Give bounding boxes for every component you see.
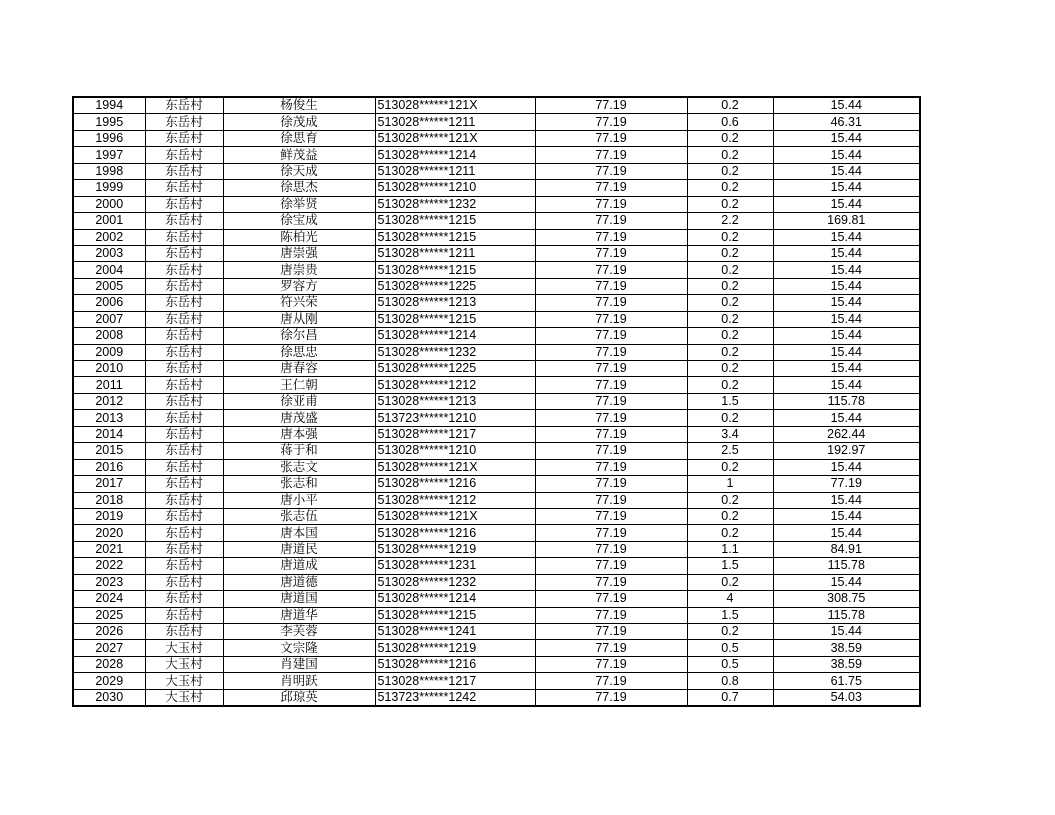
village-cell: 东岳村 xyxy=(145,180,223,196)
village-cell: 东岳村 xyxy=(145,328,223,344)
id-number-cell: 513028******1212 xyxy=(375,492,535,508)
rate-cell: 77.19 xyxy=(535,541,687,557)
amount-cell: 15.44 xyxy=(773,245,920,261)
name-cell: 徐思忠 xyxy=(223,344,375,360)
amount-cell: 77.19 xyxy=(773,476,920,492)
rate-cell: 77.19 xyxy=(535,492,687,508)
village-cell: 东岳村 xyxy=(145,525,223,541)
id-number-cell: 513028******1219 xyxy=(375,640,535,656)
village-cell: 东岳村 xyxy=(145,130,223,146)
row-number-cell: 2009 xyxy=(73,344,145,360)
village-cell: 东岳村 xyxy=(145,624,223,640)
name-cell: 徐天成 xyxy=(223,163,375,179)
amount-cell: 15.44 xyxy=(773,278,920,294)
amount-cell: 15.44 xyxy=(773,262,920,278)
table-row xyxy=(73,426,920,442)
row-number-cell: 2026 xyxy=(73,624,145,640)
name-cell: 唐本国 xyxy=(223,525,375,541)
row-number-cell: 1998 xyxy=(73,163,145,179)
id-number-cell: 513028******1215 xyxy=(375,213,535,229)
id-number-cell: 513028******1211 xyxy=(375,114,535,130)
row-number-cell: 2025 xyxy=(73,607,145,623)
id-number-cell: 513028******1231 xyxy=(375,558,535,574)
id-number-cell: 513028******1215 xyxy=(375,262,535,278)
area-cell: 0.2 xyxy=(687,262,773,278)
rate-cell: 77.19 xyxy=(535,262,687,278)
area-cell: 0.2 xyxy=(687,196,773,212)
table-row xyxy=(73,361,920,377)
amount-cell: 115.78 xyxy=(773,558,920,574)
table-row xyxy=(73,147,920,163)
rate-cell: 77.19 xyxy=(535,245,687,261)
amount-cell: 15.44 xyxy=(773,130,920,146)
table-row xyxy=(73,114,920,130)
village-cell: 东岳村 xyxy=(145,607,223,623)
area-cell: 0.2 xyxy=(687,278,773,294)
amount-cell: 15.44 xyxy=(773,147,920,163)
amount-cell: 15.44 xyxy=(773,492,920,508)
village-cell: 东岳村 xyxy=(145,311,223,327)
id-number-cell: 513028******1215 xyxy=(375,229,535,245)
name-cell: 唐春容 xyxy=(223,361,375,377)
table-row xyxy=(73,689,920,706)
rate-cell: 77.19 xyxy=(535,311,687,327)
village-cell: 东岳村 xyxy=(145,508,223,524)
rate-cell: 77.19 xyxy=(535,673,687,689)
row-number-cell: 1996 xyxy=(73,130,145,146)
area-cell: 0.2 xyxy=(687,459,773,475)
name-cell: 唐茂盛 xyxy=(223,410,375,426)
name-cell: 徐茂成 xyxy=(223,114,375,130)
id-number-cell: 513028******1219 xyxy=(375,541,535,557)
village-cell: 东岳村 xyxy=(145,114,223,130)
name-cell: 张志文 xyxy=(223,459,375,475)
name-cell: 唐道民 xyxy=(223,541,375,557)
name-cell: 肖明跃 xyxy=(223,673,375,689)
id-number-cell: 513028******121X xyxy=(375,459,535,475)
amount-cell: 15.44 xyxy=(773,229,920,245)
id-number-cell: 513723******1210 xyxy=(375,410,535,426)
id-number-cell: 513028******121X xyxy=(375,97,535,114)
village-cell: 东岳村 xyxy=(145,361,223,377)
rate-cell: 77.19 xyxy=(535,508,687,524)
rate-cell: 77.19 xyxy=(535,278,687,294)
rate-cell: 77.19 xyxy=(535,147,687,163)
name-cell: 邱琼英 xyxy=(223,689,375,706)
rate-cell: 77.19 xyxy=(535,525,687,541)
amount-cell: 262.44 xyxy=(773,426,920,442)
rate-cell: 77.19 xyxy=(535,426,687,442)
table-row xyxy=(73,476,920,492)
row-number-cell: 2003 xyxy=(73,245,145,261)
amount-cell: 15.44 xyxy=(773,163,920,179)
name-cell: 唐崇贵 xyxy=(223,262,375,278)
village-cell: 东岳村 xyxy=(145,591,223,607)
village-cell: 东岳村 xyxy=(145,163,223,179)
rate-cell: 77.19 xyxy=(535,196,687,212)
table-row xyxy=(73,574,920,590)
area-cell: 0.2 xyxy=(687,130,773,146)
row-number-cell: 2004 xyxy=(73,262,145,278)
name-cell: 徐宝成 xyxy=(223,213,375,229)
amount-cell: 115.78 xyxy=(773,607,920,623)
name-cell: 徐亚甫 xyxy=(223,393,375,409)
village-cell: 大玉村 xyxy=(145,689,223,706)
table-row xyxy=(73,558,920,574)
id-number-cell: 513028******1232 xyxy=(375,344,535,360)
rate-cell: 77.19 xyxy=(535,689,687,706)
row-number-cell: 2027 xyxy=(73,640,145,656)
rate-cell: 77.19 xyxy=(535,229,687,245)
area-cell: 1.5 xyxy=(687,607,773,623)
row-number-cell: 2020 xyxy=(73,525,145,541)
row-number-cell: 2024 xyxy=(73,591,145,607)
area-cell: 0.2 xyxy=(687,229,773,245)
amount-cell: 38.59 xyxy=(773,640,920,656)
area-cell: 3.4 xyxy=(687,426,773,442)
table-row xyxy=(73,278,920,294)
area-cell: 0.2 xyxy=(687,311,773,327)
id-number-cell: 513028******1232 xyxy=(375,196,535,212)
table-row xyxy=(73,377,920,393)
table-row xyxy=(73,163,920,179)
table-row xyxy=(73,97,920,114)
rate-cell: 77.19 xyxy=(535,344,687,360)
table-row xyxy=(73,591,920,607)
row-number-cell: 2028 xyxy=(73,656,145,672)
area-cell: 0.2 xyxy=(687,344,773,360)
name-cell: 文宗隆 xyxy=(223,640,375,656)
row-number-cell: 2001 xyxy=(73,213,145,229)
rate-cell: 77.19 xyxy=(535,361,687,377)
table-row xyxy=(73,180,920,196)
village-cell: 东岳村 xyxy=(145,147,223,163)
id-number-cell: 513028******1211 xyxy=(375,163,535,179)
village-cell: 东岳村 xyxy=(145,443,223,459)
table-row xyxy=(73,673,920,689)
table-row xyxy=(73,443,920,459)
area-cell: 0.7 xyxy=(687,689,773,706)
row-number-cell: 2010 xyxy=(73,361,145,377)
row-number-cell: 2007 xyxy=(73,311,145,327)
name-cell: 唐小平 xyxy=(223,492,375,508)
table-row xyxy=(73,640,920,656)
amount-cell: 15.44 xyxy=(773,311,920,327)
village-cell: 东岳村 xyxy=(145,476,223,492)
amount-cell: 15.44 xyxy=(773,97,920,114)
area-cell: 0.2 xyxy=(687,525,773,541)
table-row xyxy=(73,130,920,146)
id-number-cell: 513028******1214 xyxy=(375,328,535,344)
table-row xyxy=(73,541,920,557)
amount-cell: 15.44 xyxy=(773,525,920,541)
name-cell: 符兴荣 xyxy=(223,295,375,311)
area-cell: 0.6 xyxy=(687,114,773,130)
rate-cell: 77.19 xyxy=(535,459,687,475)
village-cell: 东岳村 xyxy=(145,229,223,245)
area-cell: 0.5 xyxy=(687,640,773,656)
data-table xyxy=(72,96,921,707)
amount-cell: 192.97 xyxy=(773,443,920,459)
village-cell: 东岳村 xyxy=(145,196,223,212)
table-row xyxy=(73,393,920,409)
row-number-cell: 2012 xyxy=(73,393,145,409)
row-number-cell: 2029 xyxy=(73,673,145,689)
name-cell: 唐道国 xyxy=(223,591,375,607)
id-number-cell: 513028******1232 xyxy=(375,574,535,590)
rate-cell: 77.19 xyxy=(535,377,687,393)
name-cell: 徐举贤 xyxy=(223,196,375,212)
name-cell: 王仁朝 xyxy=(223,377,375,393)
village-cell: 东岳村 xyxy=(145,97,223,114)
table-row xyxy=(73,525,920,541)
name-cell: 陈柏光 xyxy=(223,229,375,245)
row-number-cell: 2006 xyxy=(73,295,145,311)
id-number-cell: 513028******1225 xyxy=(375,361,535,377)
id-number-cell: 513028******1215 xyxy=(375,607,535,623)
id-number-cell: 513028******1210 xyxy=(375,443,535,459)
row-number-cell: 2014 xyxy=(73,426,145,442)
village-cell: 东岳村 xyxy=(145,245,223,261)
amount-cell: 115.78 xyxy=(773,393,920,409)
row-number-cell: 2015 xyxy=(73,443,145,459)
amount-cell: 15.44 xyxy=(773,295,920,311)
table-row xyxy=(73,607,920,623)
table-row xyxy=(73,295,920,311)
table-row xyxy=(73,328,920,344)
id-number-cell: 513028******1216 xyxy=(375,525,535,541)
amount-cell: 169.81 xyxy=(773,213,920,229)
name-cell: 徐尔昌 xyxy=(223,328,375,344)
village-cell: 大玉村 xyxy=(145,656,223,672)
name-cell: 唐本强 xyxy=(223,426,375,442)
row-number-cell: 1999 xyxy=(73,180,145,196)
area-cell: 1.1 xyxy=(687,541,773,557)
id-number-cell: 513028******1210 xyxy=(375,180,535,196)
rate-cell: 77.19 xyxy=(535,607,687,623)
village-cell: 东岳村 xyxy=(145,278,223,294)
amount-cell: 15.44 xyxy=(773,624,920,640)
rate-cell: 77.19 xyxy=(535,393,687,409)
name-cell: 徐思育 xyxy=(223,130,375,146)
area-cell: 0.2 xyxy=(687,97,773,114)
table-row xyxy=(73,262,920,278)
row-number-cell: 2018 xyxy=(73,492,145,508)
amount-cell: 15.44 xyxy=(773,196,920,212)
village-cell: 东岳村 xyxy=(145,558,223,574)
village-cell: 大玉村 xyxy=(145,640,223,656)
table-row xyxy=(73,245,920,261)
village-cell: 东岳村 xyxy=(145,492,223,508)
table-row xyxy=(73,344,920,360)
row-number-cell: 1997 xyxy=(73,147,145,163)
id-number-cell: 513028******1241 xyxy=(375,624,535,640)
rate-cell: 77.19 xyxy=(535,558,687,574)
table-row xyxy=(73,492,920,508)
village-cell: 东岳村 xyxy=(145,574,223,590)
name-cell: 徐思杰 xyxy=(223,180,375,196)
row-number-cell: 2022 xyxy=(73,558,145,574)
id-number-cell: 513028******1213 xyxy=(375,295,535,311)
village-cell: 东岳村 xyxy=(145,213,223,229)
table-row xyxy=(73,229,920,245)
table-row xyxy=(73,213,920,229)
area-cell: 0.2 xyxy=(687,410,773,426)
row-number-cell: 2013 xyxy=(73,410,145,426)
row-number-cell: 2019 xyxy=(73,508,145,524)
area-cell: 0.2 xyxy=(687,147,773,163)
id-number-cell: 513028******1216 xyxy=(375,476,535,492)
id-number-cell: 513028******1215 xyxy=(375,311,535,327)
table-row xyxy=(73,311,920,327)
name-cell: 蒋于和 xyxy=(223,443,375,459)
amount-cell: 308.75 xyxy=(773,591,920,607)
table-row xyxy=(73,459,920,475)
table-row xyxy=(73,196,920,212)
name-cell: 罗容方 xyxy=(223,278,375,294)
name-cell: 杨俊生 xyxy=(223,97,375,114)
rate-cell: 77.19 xyxy=(535,163,687,179)
row-number-cell: 2017 xyxy=(73,476,145,492)
village-cell: 大玉村 xyxy=(145,673,223,689)
rate-cell: 77.19 xyxy=(535,624,687,640)
area-cell: 1.5 xyxy=(687,393,773,409)
id-number-cell: 513028******1216 xyxy=(375,656,535,672)
area-cell: 0.2 xyxy=(687,163,773,179)
rate-cell: 77.19 xyxy=(535,591,687,607)
name-cell: 唐道德 xyxy=(223,574,375,590)
row-number-cell: 2002 xyxy=(73,229,145,245)
row-number-cell: 1995 xyxy=(73,114,145,130)
area-cell: 2.5 xyxy=(687,443,773,459)
id-number-cell: 513028******1217 xyxy=(375,426,535,442)
rate-cell: 77.19 xyxy=(535,410,687,426)
id-number-cell: 513028******1212 xyxy=(375,377,535,393)
amount-cell: 15.44 xyxy=(773,361,920,377)
village-cell: 东岳村 xyxy=(145,426,223,442)
id-number-cell: 513028******1213 xyxy=(375,393,535,409)
table-row xyxy=(73,624,920,640)
row-number-cell: 2000 xyxy=(73,196,145,212)
rate-cell: 77.19 xyxy=(535,97,687,114)
area-cell: 0.2 xyxy=(687,508,773,524)
name-cell: 鲜茂益 xyxy=(223,147,375,163)
area-cell: 1.5 xyxy=(687,558,773,574)
area-cell: 0.2 xyxy=(687,295,773,311)
rate-cell: 77.19 xyxy=(535,130,687,146)
area-cell: 0.2 xyxy=(687,574,773,590)
rate-cell: 77.19 xyxy=(535,640,687,656)
id-number-cell: 513028******1214 xyxy=(375,147,535,163)
village-cell: 东岳村 xyxy=(145,541,223,557)
rate-cell: 77.19 xyxy=(535,295,687,311)
id-number-cell: 513028******1217 xyxy=(375,673,535,689)
id-number-cell: 513723******1242 xyxy=(375,689,535,706)
name-cell: 肖建国 xyxy=(223,656,375,672)
amount-cell: 15.44 xyxy=(773,459,920,475)
amount-cell: 15.44 xyxy=(773,574,920,590)
row-number-cell: 2016 xyxy=(73,459,145,475)
row-number-cell: 1994 xyxy=(73,97,145,114)
area-cell: 0.2 xyxy=(687,361,773,377)
rate-cell: 77.19 xyxy=(535,656,687,672)
id-number-cell: 513028******1214 xyxy=(375,591,535,607)
row-number-cell: 2021 xyxy=(73,541,145,557)
table-row xyxy=(73,410,920,426)
amount-cell: 15.44 xyxy=(773,180,920,196)
row-number-cell: 2011 xyxy=(73,377,145,393)
village-cell: 东岳村 xyxy=(145,295,223,311)
amount-cell: 15.44 xyxy=(773,344,920,360)
table-row xyxy=(73,508,920,524)
amount-cell: 84.91 xyxy=(773,541,920,557)
area-cell: 0.2 xyxy=(687,624,773,640)
amount-cell: 54.03 xyxy=(773,689,920,706)
amount-cell: 61.75 xyxy=(773,673,920,689)
rate-cell: 77.19 xyxy=(535,114,687,130)
area-cell: 0.8 xyxy=(687,673,773,689)
area-cell: 0.2 xyxy=(687,377,773,393)
id-number-cell: 513028******1225 xyxy=(375,278,535,294)
rate-cell: 77.19 xyxy=(535,328,687,344)
rate-cell: 77.19 xyxy=(535,443,687,459)
amount-cell: 15.44 xyxy=(773,508,920,524)
name-cell: 唐从刚 xyxy=(223,311,375,327)
row-number-cell: 2005 xyxy=(73,278,145,294)
rate-cell: 77.19 xyxy=(535,213,687,229)
amount-cell: 46.31 xyxy=(773,114,920,130)
rate-cell: 77.19 xyxy=(535,476,687,492)
row-number-cell: 2023 xyxy=(73,574,145,590)
name-cell: 李芙蓉 xyxy=(223,624,375,640)
amount-cell: 15.44 xyxy=(773,410,920,426)
amount-cell: 15.44 xyxy=(773,377,920,393)
amount-cell: 38.59 xyxy=(773,656,920,672)
id-number-cell: 513028******1211 xyxy=(375,245,535,261)
name-cell: 张志伍 xyxy=(223,508,375,524)
area-cell: 0.2 xyxy=(687,245,773,261)
area-cell: 0.2 xyxy=(687,328,773,344)
village-cell: 东岳村 xyxy=(145,344,223,360)
village-cell: 东岳村 xyxy=(145,459,223,475)
rate-cell: 77.19 xyxy=(535,180,687,196)
village-cell: 东岳村 xyxy=(145,410,223,426)
area-cell: 0.2 xyxy=(687,492,773,508)
amount-cell: 15.44 xyxy=(773,328,920,344)
village-cell: 东岳村 xyxy=(145,377,223,393)
area-cell: 0.2 xyxy=(687,180,773,196)
name-cell: 唐道成 xyxy=(223,558,375,574)
area-cell: 4 xyxy=(687,591,773,607)
row-number-cell: 2008 xyxy=(73,328,145,344)
area-cell: 1 xyxy=(687,476,773,492)
id-number-cell: 513028******121X xyxy=(375,508,535,524)
table-row xyxy=(73,656,920,672)
name-cell: 张志和 xyxy=(223,476,375,492)
name-cell: 唐道华 xyxy=(223,607,375,623)
area-cell: 2.2 xyxy=(687,213,773,229)
row-number-cell: 2030 xyxy=(73,689,145,706)
village-cell: 东岳村 xyxy=(145,262,223,278)
rate-cell: 77.19 xyxy=(535,574,687,590)
village-cell: 东岳村 xyxy=(145,393,223,409)
id-number-cell: 513028******121X xyxy=(375,130,535,146)
table-body xyxy=(73,97,920,706)
name-cell: 唐崇强 xyxy=(223,245,375,261)
area-cell: 0.5 xyxy=(687,656,773,672)
